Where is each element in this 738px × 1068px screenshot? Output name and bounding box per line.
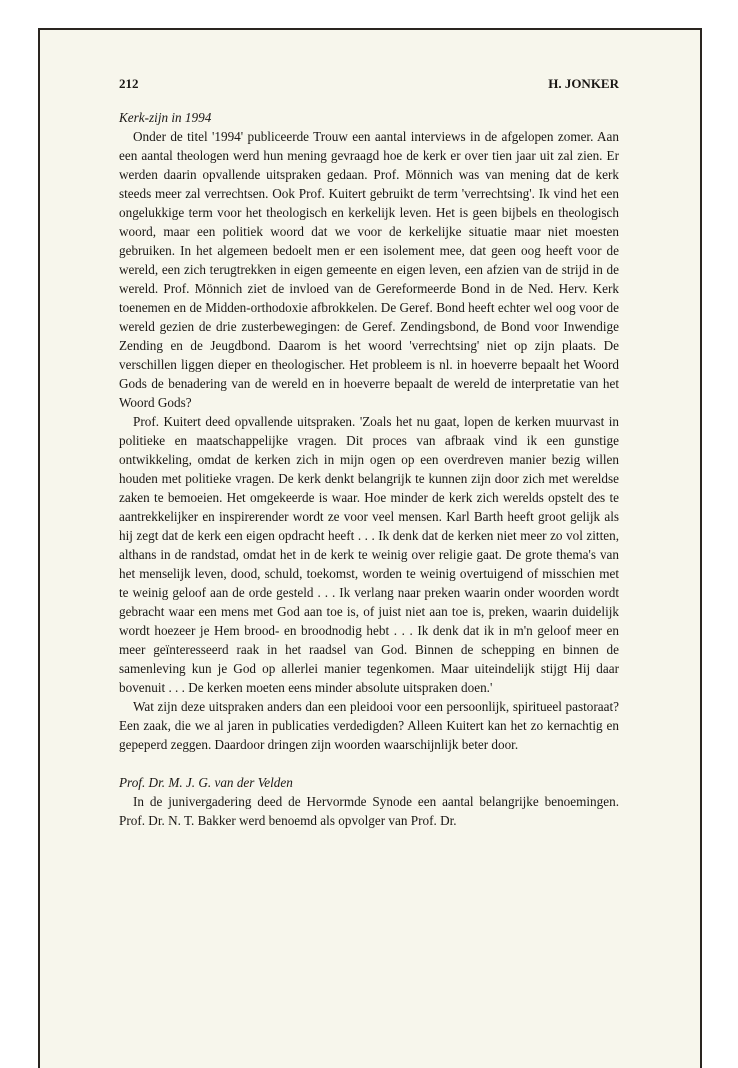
running-head: H. JONKER [548,76,619,91]
page-edge-mark [700,1044,702,1068]
page-number: 212 [119,76,139,91]
document-page [38,28,702,1068]
paragraph: Onder de titel '1994' publiceerde Trouw een aantal interviews in de afgelopen zomer. Aan een aantal theologen werd hun mening gevraagd hoe de kerk er over tien jaar uit zal zien. Er werden daarin opvallende uitspraken gedaan. Prof. Mönnich was van mening dat de kerk steeds meer zal verrechtsen. Ook Prof. Kuitert gebruikt de term 'verrechtsing'. Ik vind het een ongelukkige term voor het theologisch en kerkelijk leven. Het is geen bijbels en theologisch woord, maar een politiek woord dat we voor de kerkelijke situatie maar niet moesten gebruiken. In het algemeen bedoelt men er een isolement mee, dat geen oog heeft voor de wereld, een zich terugtrekken in eigen gemeente en eigen leven, een afzien van de strijd in de wereld. Prof. Mönnich ziet de invloed van de Gereformeerde Bond in de Ned. Herv. Kerk toenemen en de Midden-orthodoxie afbrokkelen. De Geref. Bond heeft echter wel oog voor de wereld gezien de drie zusterbewegingen: de Geref. Zendingsbond, de Bond voor Inwendige Zending en de Jeugdbond. Daarom is het woord 'verrechtsing' niet op zijn plaats. De verschillen liggen dieper en theologischer. Het probleem is nl. in hoeverre bepaalt het Woord Gods de benadering van de wereld en in hoeverre bepaalt de wereld de interpretatie van het Woord Gods? [119,129,619,410]
article-body [119,108,619,830]
paragraph: Prof. Kuitert deed opvallende uitspraken. 'Zoals het nu gaat, lopen de kerken muurvast in politieke en maatschappelijke vragen. Dit proces van afbraak vind ik een gunstige ontwikkeling, omdat de kerken zich in mijn ogen op een overdreven manier bezig willen houden met politieke vragen. De kerk denkt belangrijk te kunnen zijn door zich met wereldse zaken te bemoeien. Het omgekeerde is waar. Hoe minder de kerk zich werelds opstelt des te aantrekkelijker en inspirerender wordt ze voor veel mensen. Karl Barth heeft groot gelijk als hij zegt dat de kerk een eigen opdracht heeft . . . Ik denk dat de kerken niet meer zo vol zitten, althans in de randstad, omdat het in de kerk te weinig over religie gaat. De grote thema's van het menselijk leven, dood, schuld, toekomst, worden te weinig overtuigend of misschien met te weinig geloof aan de orde gesteld . . . Ik verlang naar preken waarin onder woorden wordt gebracht waar een mens met God aan toe is, of juist niet aan toe is, preken, waarin duidelijk wordt hoezeer je Hem brood- en broodnodig hebt . . . Ik denk dat ik in m'n geloof meer en meer geïnteresseerd raak in het raadsel van God. Binnen de schepping en binnen de samenleving kun je God op allerlei manier tegenkomen. Maar uiteindelijk stijgt Hij daar bovenuit . . . De kerken moeten eens minder absolute uitspraken doen.' [119,414,619,695]
paragraph: In de junivergadering deed de Hervormde Synode een aantal belangrijke benoemingen. Prof. Dr. N. T. Bakker werd benoemd als opvolger van Prof. Dr. [119,794,619,828]
section-heading: Prof. Dr. M. J. G. van der Velden [119,775,293,790]
section-heading: Kerk-zijn in 1994 [119,110,212,125]
paragraph: Wat zijn deze uitspraken anders dan een pleidooi voor een persoonlijk, spiritueel pastoraat? Een zaak, die we al jaren in publicaties verdedigden? Alleen Kuitert kan het zo kernachtig en gepeperd zeggen. Daardoor dringen zijn woorden waarschijnlijk beter door. [119,699,619,752]
page-header [119,76,619,92]
